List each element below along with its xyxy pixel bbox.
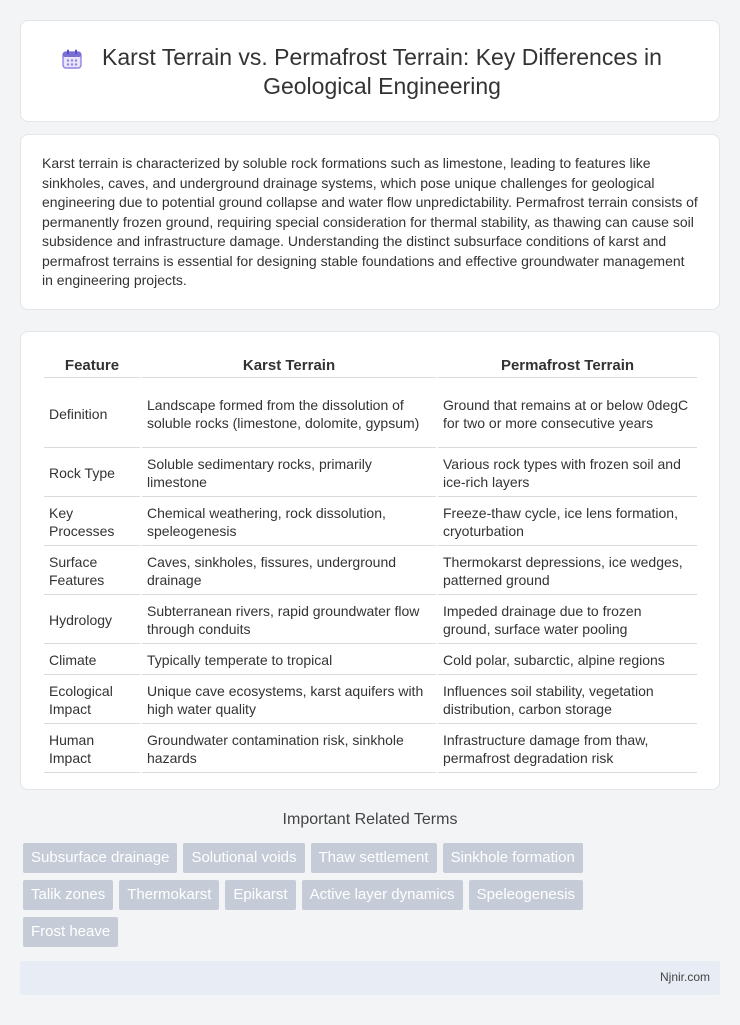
feature-cell: Surface Features [44, 548, 140, 595]
comparison-table [42, 352, 699, 775]
permafrost-cell: Thermokarst depressions, ice wedges, patterned ground [438, 548, 697, 595]
karst-cell: Soluble sedimentary rocks, primarily limestone [142, 450, 436, 497]
page-title: Karst Terrain vs. Permafrost Terrain: Key Differences in Geological Engineering [102, 44, 662, 99]
comparison-table-card [20, 331, 720, 790]
footer [20, 961, 720, 995]
feature-cell: Key Processes [44, 499, 140, 546]
related-terms-list [23, 843, 723, 954]
related-term-tag[interactable]: Subsurface drainage [23, 843, 177, 873]
table-row [44, 726, 697, 773]
table-row [44, 597, 697, 644]
related-term-tag[interactable]: Talik zones [23, 880, 113, 910]
permafrost-cell: Various rock types with frozen soil and ice-rich layers [438, 450, 697, 497]
karst-cell: Typically temperate to tropical [142, 646, 436, 675]
related-term-tag[interactable]: Active layer dynamics [302, 880, 463, 910]
karst-cell: Groundwater contamination risk, sinkhole hazards [142, 726, 436, 773]
related-term-tag[interactable]: Thermokarst [119, 880, 219, 910]
title-card [20, 20, 720, 122]
related-term-tag[interactable]: Epikarst [225, 880, 295, 910]
table-row [44, 499, 697, 546]
feature-cell: Rock Type [44, 450, 140, 497]
feature-cell: Climate [44, 646, 140, 675]
karst-cell: Chemical weathering, rock dissolution, speleogenesis [142, 499, 436, 546]
related-term-tag[interactable]: Sinkhole formation [443, 843, 583, 873]
permafrost-cell: Ground that remains at or below 0degC for two or more consecutive years [438, 380, 697, 448]
karst-cell: Landscape formed from the dissolution of soluble rocks (limestone, dolomite, gypsum) [142, 380, 436, 448]
related-terms-heading: Important Related Terms [282, 811, 458, 828]
related-term-tag[interactable]: Solutional voids [183, 843, 304, 873]
karst-cell: Subterranean rivers, rapid groundwater flow through conduits [142, 597, 436, 644]
feature-cell: Human Impact [44, 726, 140, 773]
related-term-tag[interactable]: Frost heave [23, 917, 118, 947]
table-row [44, 380, 697, 448]
permafrost-cell: Influences soil stability, vegetation distribution, carbon storage [438, 677, 697, 724]
karst-cell: Caves, sinkholes, fissures, underground drainage [142, 548, 436, 595]
permafrost-cell: Impeded drainage due to frozen ground, surface water pooling [438, 597, 697, 644]
permafrost-cell: Cold polar, subarctic, alpine regions [438, 646, 697, 675]
related-term-tag[interactable]: Thaw settlement [311, 843, 437, 873]
header-permafrost: Permafrost Terrain [438, 354, 697, 378]
permafrost-cell: Infrastructure damage from thaw, permafrost degradation risk [438, 726, 697, 773]
footer-site-link[interactable]: Njnir.com [659, 970, 710, 984]
feature-cell: Hydrology [44, 597, 140, 644]
intro-card [20, 134, 720, 310]
table-row [44, 450, 697, 497]
karst-cell: Unique cave ecosystems, karst aquifers with high water quality [142, 677, 436, 724]
table-row [44, 548, 697, 595]
table-header-row [44, 354, 697, 378]
table-row [44, 646, 697, 675]
feature-cell: Definition [44, 380, 140, 448]
header-feature: Feature [44, 354, 140, 378]
permafrost-cell: Freeze-thaw cycle, ice lens formation, cryoturbation [438, 499, 697, 546]
feature-cell: Ecological Impact [44, 677, 140, 724]
related-term-tag[interactable]: Speleogenesis [469, 880, 583, 910]
table-row [44, 677, 697, 724]
intro-paragraph: Karst terrain is characterized by soluble rock formations such as limestone, leading to features like sinkholes, caves, and underground drainage systems, which pose unique challenges for geological engineering due to potential ground collapse and water flow unpredictability. Permafrost terrain consists of permanently frozen ground, requiring special consideration for thermal stability, as thawing can cause soil subsidence and infrastructure damage. Understanding the distinct subsurface conditions of karst and permafrost terrains is essential for designing stable foundations and effective groundwater management in engineering projects. [42, 155, 698, 288]
header-karst: Karst Terrain [142, 354, 436, 378]
